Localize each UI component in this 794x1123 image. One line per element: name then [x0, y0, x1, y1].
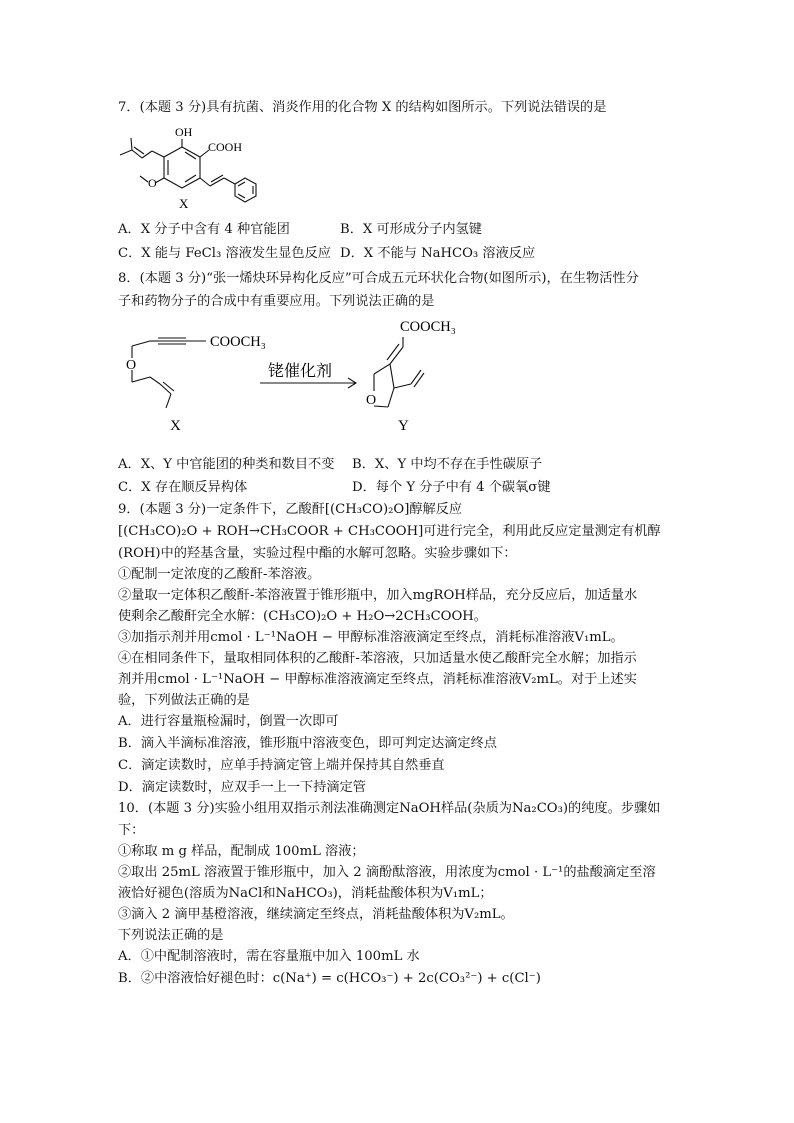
q8-catalyst-label: 铑催化剂 [268, 363, 333, 380]
q7-cooh-label: COOH [208, 140, 243, 154]
q9-line10: 验，下列做法正确的是 [118, 693, 250, 708]
q8-x-ester-label: COOCH₃ [210, 334, 266, 350]
q9-line3: (ROH)中的羟基含量，实验过程中酯的水解可忽略。实验步骤如下： [118, 546, 517, 561]
q8-y-ester-label: COOCH₃ [400, 319, 456, 335]
q9-line8: ④在相同条件下，量取相同体积的乙酸酐-苯溶液，只加适量水使乙酸酐完全水解；加指示 [118, 651, 637, 666]
q7-option-b: B．X 可形成分子内氢键 [340, 222, 482, 237]
q7-stem: 7．(本题 3 分)具有抗菌、消炎作用的化合物 X 的结构如图所示。下列说法错误的是 [118, 100, 607, 115]
q8-option-a: A．X、Y 中官能团的种类和数目不变 [118, 457, 335, 472]
q7-structure-figure [112, 122, 272, 214]
q8-stem-line1: 8．(本题 3 分)“张一烯炔环异构化反应”可合成五元环状化合物(如图所示)，在生物活性分 [118, 271, 639, 286]
q9-option-a: A．进行容量瓶检漏时，倒置一次即可 [118, 714, 339, 729]
q8-option-c: C．X 存在顺反异构体 [118, 480, 248, 495]
q8-x-label: X [170, 418, 181, 434]
q10-option-b: B．②中溶液恰好褪色时：c(Na⁺) = c(HCO₃⁻) + 2c(CO₃²⁻) + c(Cl⁻) [118, 971, 541, 986]
q10-line7: 下列说法正确的是 [118, 928, 224, 943]
q10-line4: ②取出 25mL 溶液置于锥形瓶中，加入 2 滴酚酞溶液，用浓度为cmol · L⁻¹的盐酸滴定至溶 [118, 865, 656, 880]
q8-option-b: B．X、Y 中均不存在手性碳原子 [352, 457, 543, 472]
q9-line2: [(CH₃CO)₂O + ROH→CH₃COOR + CH₃COOH]可进行完全，利用此反应定量测定有机醇 [118, 524, 661, 539]
q10-line2: 下： [118, 823, 145, 838]
q7-option-a: A．X 分子中含有 4 种官能团 [118, 222, 290, 237]
q10-line3: ①称取 m g 样品，配制成 100mL 溶液； [118, 844, 365, 859]
q10-line1: 10．(本题 3 分)实验小组用双指示剂法准确测定NaOH样品(杂质为Na₂CO₃)的纯度。步骤如 [118, 801, 661, 816]
q10-line6: ③滴入 2 滴甲基橙溶液，继续滴定至终点，消耗盐酸体积为V₂mL。 [118, 907, 514, 922]
q9-line7: ③加指示剂并用cmol · L⁻¹NaOH − 甲醇标准溶液滴定至终点，消耗标准溶液V₁mL。 [118, 630, 624, 645]
q9-line6: 使剩余乙酸酐完全水解：(CH₃CO)₂O + H₂O→2CH₃COOH。 [118, 609, 487, 624]
q9-line5: ②量取一定体积乙酸酐-苯溶液置于锥形瓶中，加入mgROH样品，充分反应后，加适量水 [118, 588, 638, 603]
q7-compound-label: X [179, 196, 189, 211]
q8-reaction-figure [118, 312, 478, 438]
q7-option-d: D．X 不能与 NaHCO₃ 溶液反应 [340, 246, 536, 261]
q8-y-oxygen-label: O [366, 393, 377, 408]
q9-line4: ①配制一定浓度的乙酸酐-苯溶液。 [118, 567, 321, 582]
q9-option-c: C．滴定读数时，应单手持滴定管上端并保持其自然垂直 [118, 758, 445, 773]
q8-y-label: Y [398, 418, 409, 434]
q7-oh-label: OH [175, 125, 193, 139]
q9-line1: 9．(本题 3 分)一定条件下，乙酸酐[(CH₃CO)₂O]醇解反应 [118, 502, 463, 517]
q9-option-b: B．滴入半滴标准溶液，锥形瓶中溶液变色，即可判定达滴定终点 [118, 736, 497, 751]
q8-stem-line2: 子和药物分子的合成中有重要应用。下列说法正确的是 [118, 294, 435, 309]
q10-option-a: A．①中配制溶液时，需在容量瓶中加入 100mL 水 [118, 949, 420, 964]
q8-x-oxygen-label: O [126, 358, 137, 373]
q8-option-d: D．每个 Y 分子中有 4 个碳氧σ键 [352, 480, 551, 495]
q9-line9: 剂并用cmol · L⁻¹NaOH − 甲醇标准溶液滴定至终点，消耗标准溶液V₂mL。对于上述实 [118, 672, 637, 687]
q10-line5: 液恰好褪色(溶质为NaCl和NaHCO₃)，消耗盐酸体积为V₁mL； [118, 886, 493, 901]
q7-option-c: C．X 能与 FeCl₃ 溶液发生显色反应 [118, 246, 331, 261]
q9-option-d: D．滴定读数时，应双手一上一下持滴定管 [118, 780, 366, 795]
q7-ome-label: O [148, 176, 157, 190]
